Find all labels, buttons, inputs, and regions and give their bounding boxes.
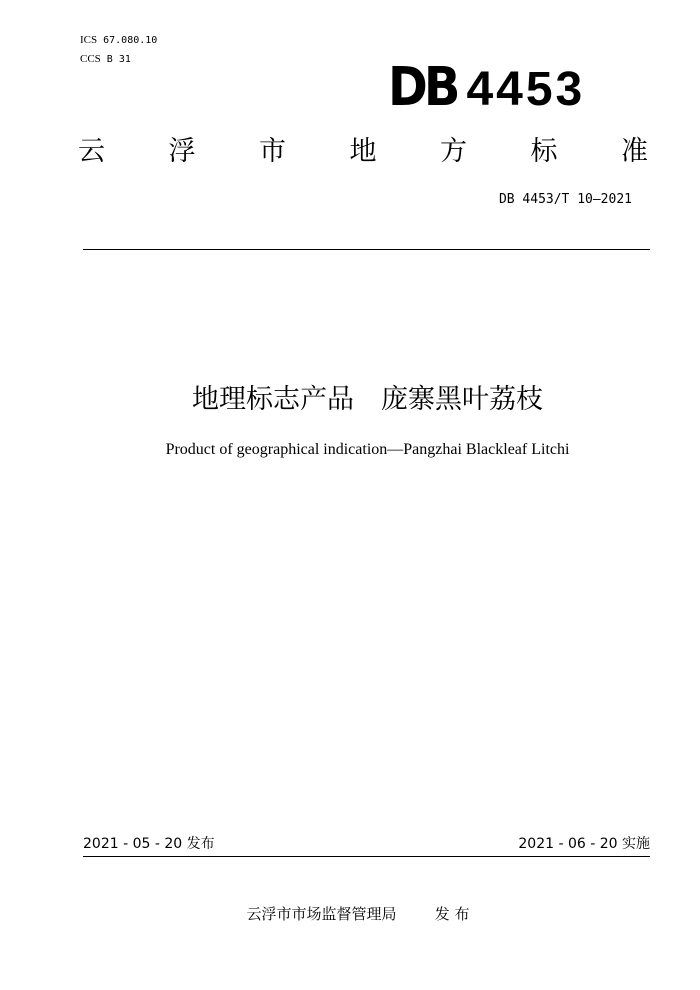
issue-date: 2021 - 05 - 20 发布 xyxy=(83,836,215,852)
ccs-value: B 31 xyxy=(106,54,131,65)
header-divider xyxy=(83,249,650,250)
standard-type-char: 标 xyxy=(530,136,558,167)
publish-action: 发 布 xyxy=(434,905,470,923)
title-english: Product of geographical indication—Pangzhai Blackleaf Litchi xyxy=(165,441,570,458)
standard-type-char: 地 xyxy=(349,136,377,167)
ics-label: ICS xyxy=(80,34,98,46)
ccs-line xyxy=(80,52,131,67)
db-code: 4453 xyxy=(466,63,586,116)
db-standard-logo xyxy=(388,55,586,119)
standard-type-char: 浮 xyxy=(168,136,196,167)
footer-divider xyxy=(83,856,650,857)
publisher-name: 云浮市市场监督管理局 xyxy=(246,905,397,923)
standard-type xyxy=(78,134,648,170)
standard-type-char: 准 xyxy=(621,136,648,167)
effective-date: 2021 - 06 - 20 实施 xyxy=(518,836,650,852)
ccs-label: CCS xyxy=(80,53,101,65)
standard-number: DB 4453/T 10—2021 xyxy=(498,192,632,207)
db-prefix: DB xyxy=(388,55,457,119)
ics-value: 67.080.10 xyxy=(103,35,158,46)
ics-line xyxy=(80,33,157,48)
title-chinese: 地理标志产品 庞寨黑叶荔枝 xyxy=(192,384,543,415)
publisher xyxy=(0,904,700,924)
standard-type-char: 云 xyxy=(78,136,105,167)
standard-type-char: 市 xyxy=(259,136,286,167)
standard-type-char: 方 xyxy=(440,136,467,167)
